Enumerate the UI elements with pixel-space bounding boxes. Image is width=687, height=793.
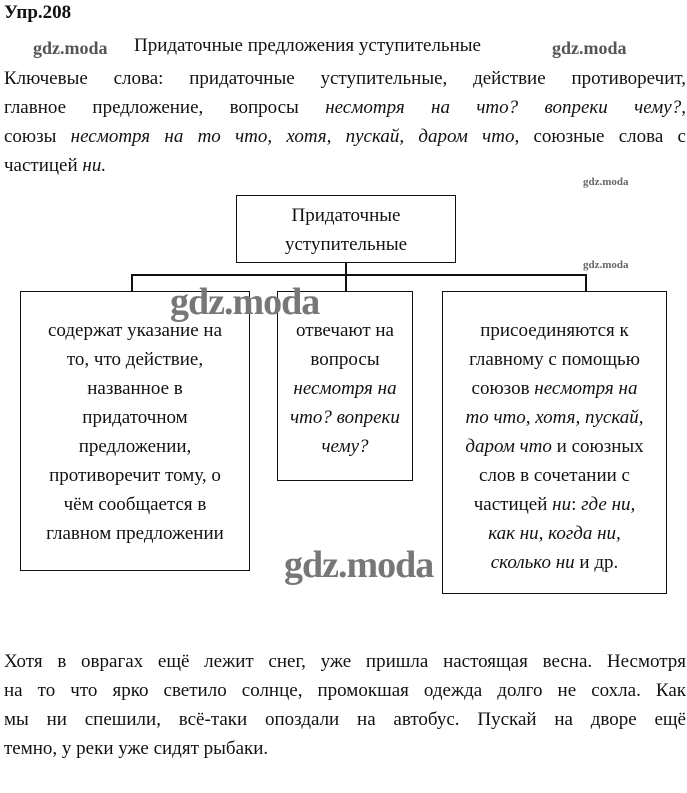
watermark: gdz.moda: [583, 259, 629, 271]
examples-line: темно, у реки уже сидят рыбаки.: [4, 738, 269, 759]
watermark: gdz.moda: [170, 281, 320, 323]
watermark: gdz.moda: [552, 38, 627, 58]
diagram-connector: [131, 274, 586, 276]
diagram-left-text: содержат указание на: [47, 320, 223, 341]
diagram-top-text: Придаточные: [291, 205, 401, 226]
diagram-top-box: [236, 195, 456, 263]
diagram-middle-italic: чему?: [321, 436, 369, 457]
keywords-text: союзы: [4, 126, 71, 147]
diagram-top-text: уступительные: [284, 234, 408, 255]
examples-paragraph: [4, 647, 686, 763]
watermark: gdz.moda: [284, 544, 434, 586]
diagram-left-text: названное в: [87, 378, 183, 399]
diagram-right-italic: где ни,: [581, 494, 636, 515]
diagram-connector: [585, 274, 587, 292]
diagram-left-text: противоречит тому, о: [49, 465, 221, 486]
keywords-italic: несмотря на то что, хотя, пускай, даром что: [70, 126, 515, 147]
diagram-right-text: и др.: [574, 552, 619, 573]
keywords-italic: ни.: [82, 155, 107, 176]
diagram-left-text: главном предложении: [46, 523, 224, 544]
diagram-right-text: слов в сочетании с: [479, 465, 630, 486]
examples-line: мы ни спешили, всё-таки опоздали на автобус. Пускай на дворе ещё: [4, 709, 686, 730]
diagram-left-text: предложении,: [78, 436, 192, 457]
keywords-text: главное предложение, вопросы: [4, 97, 326, 118]
diagram-right-italic: как ни, когда ни,: [488, 523, 621, 544]
keywords-line: [4, 93, 686, 122]
diagram-right-text: главному с помощью: [469, 349, 640, 370]
diagram-left-text: чём сообщается в: [63, 494, 207, 515]
diagram-connector: [345, 274, 347, 292]
diagram-right-italic: сколько ни: [490, 552, 575, 573]
diagram-right-box: [442, 291, 667, 594]
examples-line: Хотя в оврагах ещё лежит снег, уже пришла настоящая весна. Несмотря: [4, 651, 686, 672]
diagram-right-italic: несмотря на: [534, 378, 638, 399]
keywords-line: Ключевые слова: придаточные уступительные, действие противоречит,: [4, 68, 686, 89]
diagram-connector: [131, 274, 133, 292]
keywords-text: ,: [681, 97, 686, 118]
keywords-line: [4, 122, 686, 151]
diagram-right-text: союзов: [471, 378, 535, 399]
diagram-middle-text: отвечают на: [296, 320, 394, 341]
keywords-paragraph: [4, 64, 686, 180]
diagram-left-box: [20, 291, 250, 571]
diagram-right-italic: то что, хотя, пускай,: [465, 407, 644, 428]
keywords-text: частицей: [4, 155, 83, 176]
diagram-right-text: частицей: [473, 494, 553, 515]
keywords-text: , союзные слова с: [514, 126, 686, 147]
diagram-middle-italic: что? вопреки: [290, 407, 400, 428]
exercise-number: Упр.208: [4, 2, 72, 23]
diagram-left-text: то, что действие,: [66, 349, 204, 370]
diagram-left-text: придаточном: [82, 407, 188, 428]
watermark: gdz.moda: [33, 38, 108, 58]
examples-line: на то что ярко светило солнце, промокшая одежда долго не сохла. Как: [4, 680, 686, 701]
diagram-middle-text: вопросы: [310, 349, 380, 370]
keywords-italic: несмотря на что? вопреки чему?: [325, 97, 682, 118]
diagram-right-text: и союзных: [551, 436, 644, 457]
page-title: Придаточные предложения уступительные: [134, 35, 481, 56]
diagram-middle-italic: несмотря на: [293, 378, 397, 399]
diagram-right-text: :: [571, 494, 582, 515]
diagram-right-italic: ни: [552, 494, 572, 515]
diagram-right-text: присоединяются к: [480, 320, 629, 341]
diagram-right-italic: даром что: [465, 436, 552, 457]
watermark: gdz.moda: [583, 176, 629, 188]
